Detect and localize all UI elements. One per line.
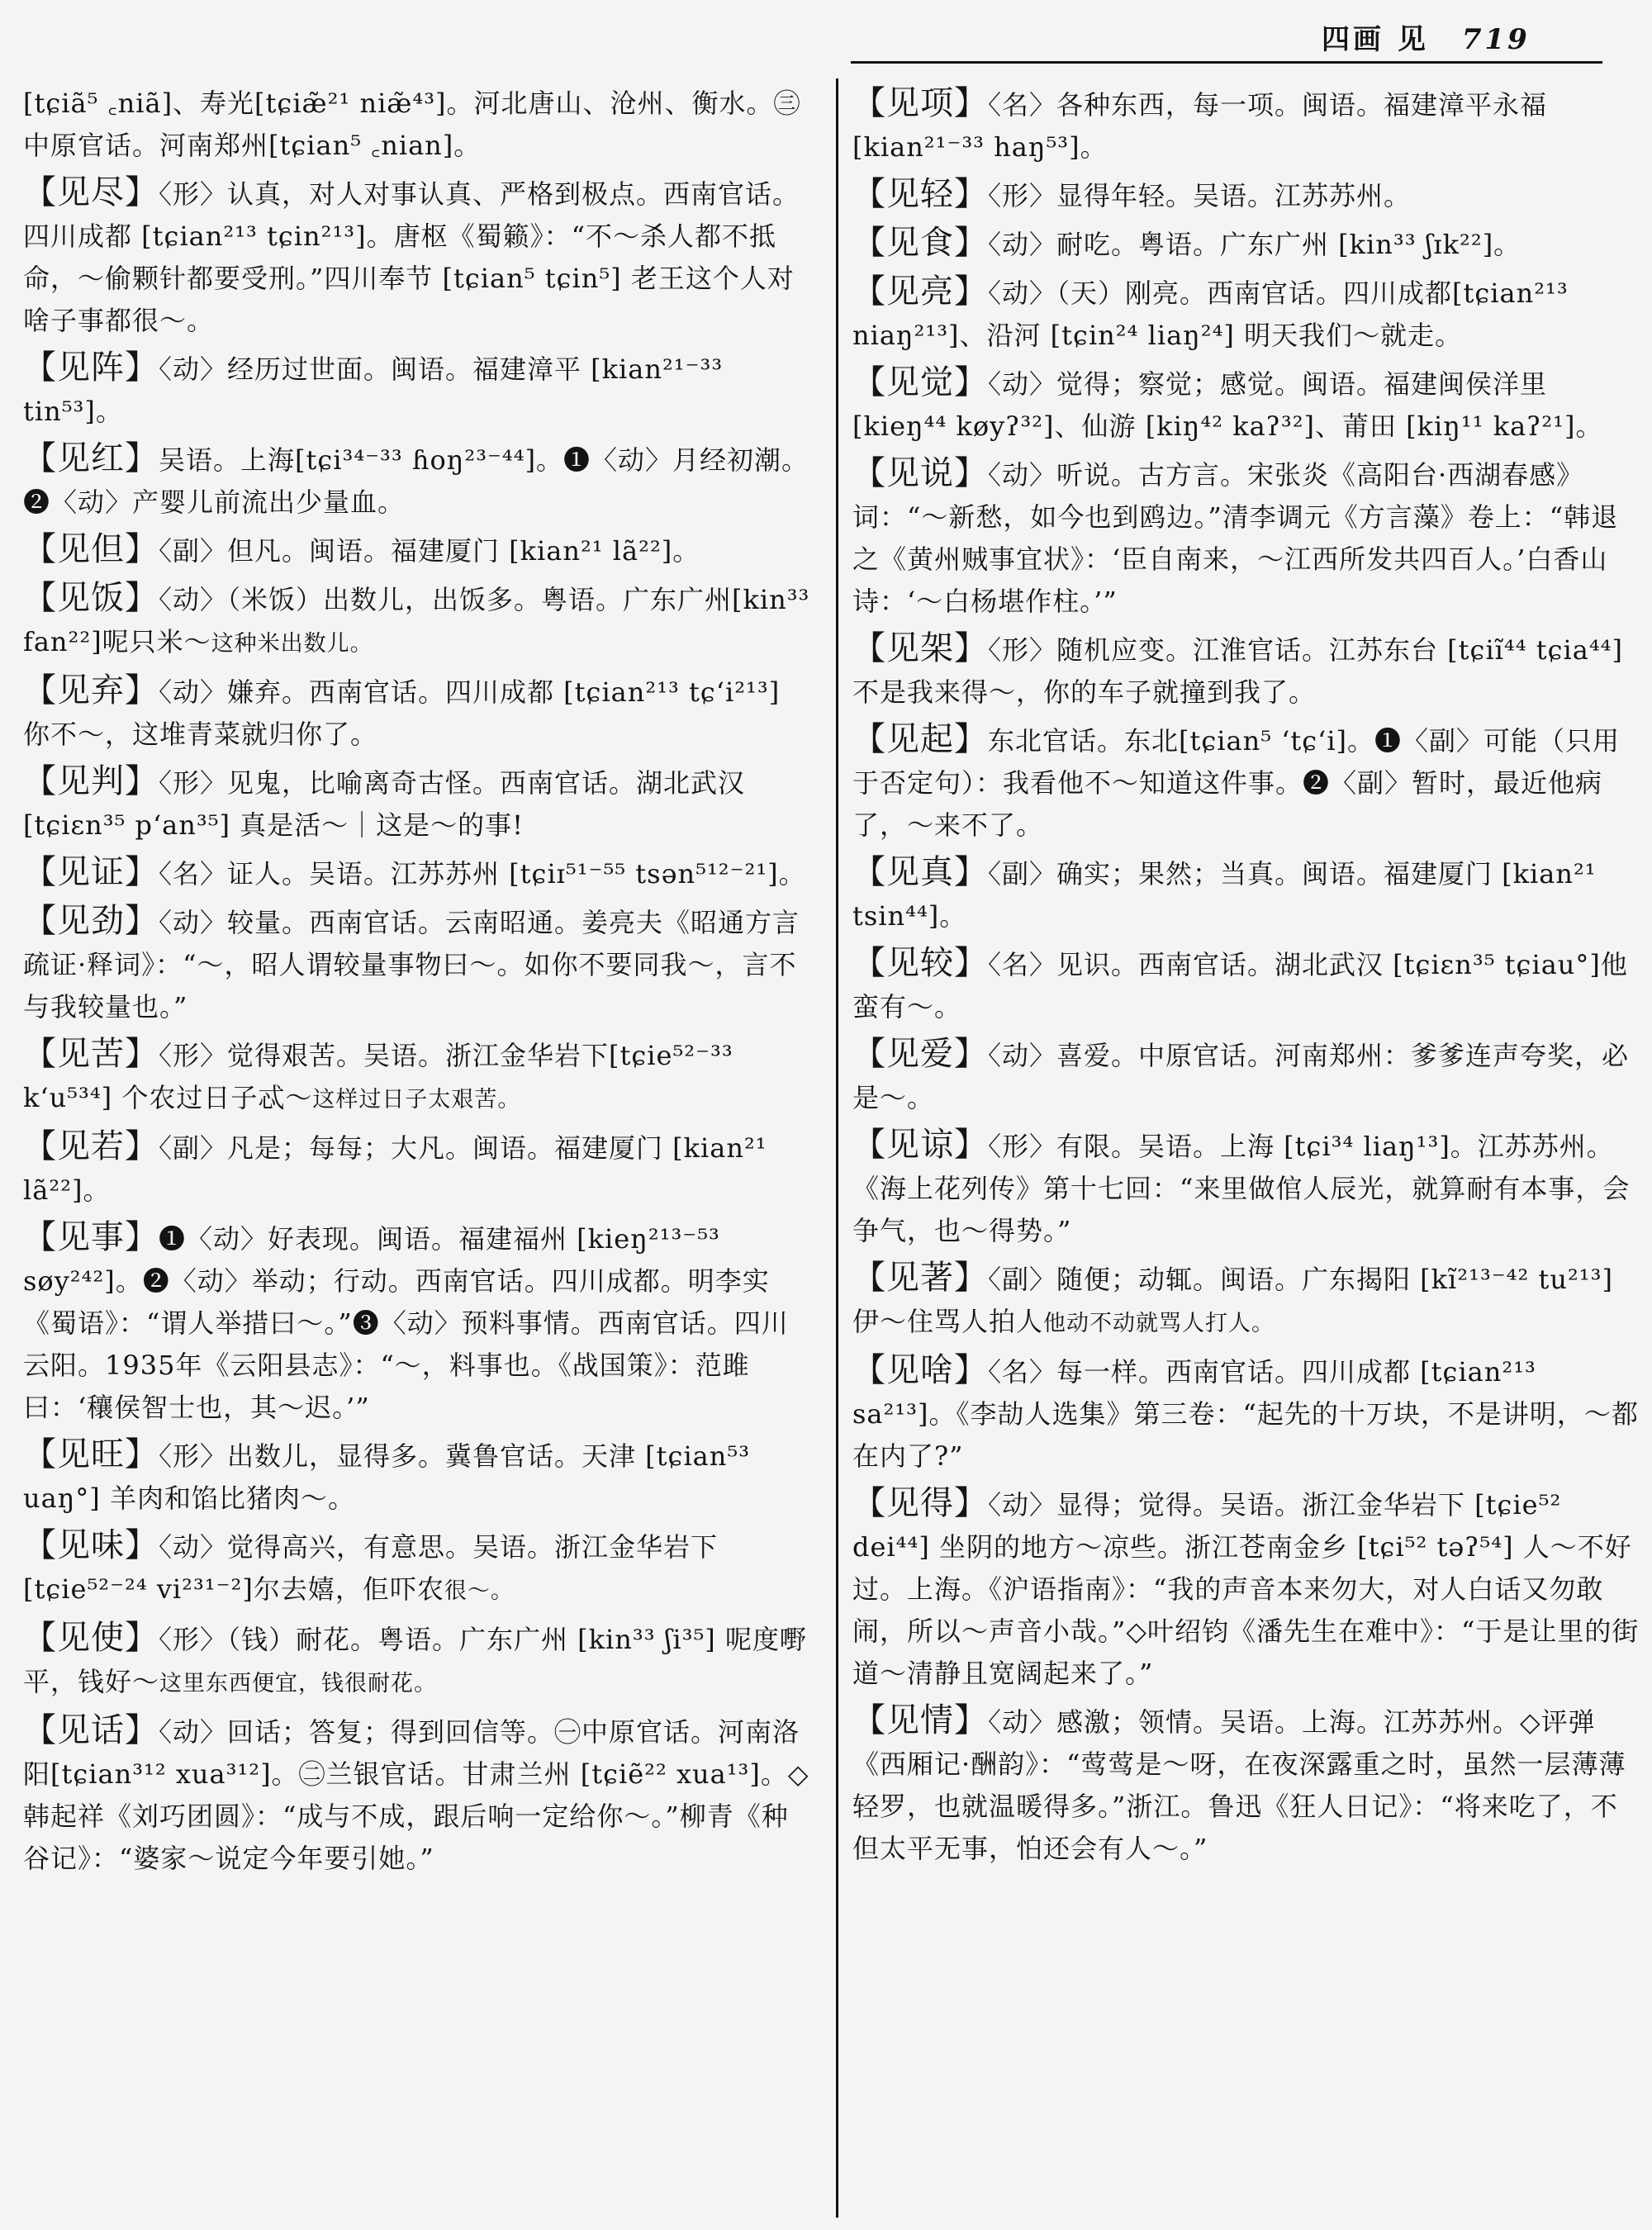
entry-definition: 〈动〉显得；觉得。吴语。浙江金华岩下 [tɕie⁵² dei⁴⁴] 坐阴的地方～凉些。浙江苍南金乡 [tɕi⁵² təʔ⁵⁴] 人～不好过。上海。《沪语指南》：“我的声音本来勿大，对人白话又勿敢闹，所以～声音小哉。”◇叶绍钧《潘先生在难中》：“于是让里的街道～清静且宽阔起来了。”	[852, 1489, 1640, 1689]
dictionary-entry	[23, 1033, 812, 1121]
entry-definition: 〈名〉证人。吴语。江苏苏州 [tɕiɪ⁵¹⁻⁵⁵ tsən⁵¹²⁻²¹]。	[159, 858, 806, 890]
dictionary-entry	[23, 1525, 812, 1612]
entry-definition: 吴语。上海[tɕi³⁴⁻³³ ɦoŋ²³⁻⁴⁴]。❶〈动〉月经初潮。❷〈动〉产婴儿前流出少量血。	[23, 444, 809, 518]
entry-headword: 【见轻】	[852, 175, 988, 213]
entry-definition: 〈动〉（米饭）出数儿，出饭多。粤语。广东广州[kin³³ fan²²]呢只米～	[23, 584, 810, 657]
entry-headword: 【见事】	[23, 1218, 159, 1256]
dictionary-entry	[852, 1700, 1641, 1870]
entry-definition: 〈形〉认真，对人对事认真、严格到极点。西南官话。四川成都 [tɕian²¹³ tɕin²¹³]。唐枢《蜀籁》：“不～杀人都不抵命，～偷颗针都要受刑。”四川奉节 [tɕian⁵ tɕin⁵] 老王这个人对啥子事都很～。	[23, 178, 800, 336]
entry-definition: 〈动〉耐吃。粤语。广东广州 [kin³³ ʃɪk²²]。	[988, 229, 1521, 260]
entry-definition: 〈副〉确实；果然；当真。闽语。福建厦门 [kian²¹ tsin⁴⁴]。	[852, 858, 1597, 932]
entry-headword: 【见爱】	[852, 1035, 988, 1073]
dictionary-entry	[852, 1124, 1641, 1252]
dictionary-entry	[852, 1483, 1641, 1695]
entry-headword: 【见亮】	[852, 273, 988, 311]
entry-definition: 〈动〉（天）刚亮。西南官话。四川成都[tɕian²¹³ niaŋ²¹³]、沿河 [tɕin²⁴ liaŋ²⁴] 明天我们～就走。	[852, 278, 1569, 351]
dictionary-entry	[852, 719, 1641, 847]
dictionary-entry	[23, 761, 812, 847]
dictionary-entry	[23, 577, 812, 665]
dictionary-entry	[23, 172, 812, 342]
section-label: 四画 见	[1322, 23, 1429, 56]
dictionary-entry	[852, 1033, 1641, 1119]
dictionary-entry	[23, 83, 812, 167]
entry-headword: 【见真】	[852, 853, 988, 891]
entry-headword: 【见食】	[852, 224, 988, 262]
entry-definition: 〈副〉凡是；每每；大凡。闽语。福建厦门 [kian²¹ lã²²]。	[23, 1132, 767, 1206]
entry-definition: 〈形〉觉得艰苦。吴语。浙江金华岩下[tɕie⁵²⁻³³ kʻu⁵³⁴] 个农过日子忒～	[23, 1040, 733, 1113]
dictionary-entry	[23, 347, 812, 433]
entry-definition: 〈形〉出数儿，显得多。冀鲁官话。天津 [tɕian⁵³ uaŋ°] 羊肉和馅比猪肉～。	[23, 1440, 751, 1514]
entry-gloss: 这样过日子太艰苦。	[312, 1087, 521, 1113]
entry-definition: 〈名〉每一样。西南官话。四川成都 [tɕian²¹³ sa²¹³]。《李劼人选集》第三卷：“起先的十万块，不是讲明，～都在内了?”	[852, 1356, 1639, 1472]
running-head	[1322, 17, 1531, 57]
entry-headword: 【见话】	[23, 1711, 159, 1749]
dictionary-entry	[852, 173, 1641, 217]
entry-headword: 【见但】	[23, 530, 159, 568]
entry-definition: 〈形〉随机应变。江淮官话。江苏东台 [tɕiĩ⁴⁴ tɕia⁴⁴]不是我来得～，你的车子就撞到我了。	[852, 634, 1623, 708]
dictionary-entry	[23, 1617, 812, 1705]
page-number: 719	[1461, 23, 1531, 56]
entry-gloss: 他动不动就骂人打人。	[1043, 1311, 1275, 1336]
entry-headword: 【见证】	[23, 853, 159, 891]
column-divider	[836, 78, 838, 2218]
dictionary-entry	[23, 1126, 812, 1212]
dictionary-entry	[852, 1257, 1641, 1345]
entry-definition: 〈名〉各种东西，每一项。闽语。福建漳平永福 [kian²¹⁻³³ haŋ⁵³]。	[852, 89, 1548, 163]
entry-definition: 〈动〉喜爱。中原官话。河南郑州：爹爹连声夸奖，必是～。	[852, 1040, 1630, 1113]
dictionary-entry	[852, 83, 1641, 168]
entry-headword: 【见啥】	[852, 1351, 988, 1389]
entry-definition: 〈形〉显得年轻。吴语。江苏苏州。	[988, 180, 1412, 211]
entry-definition: 〈动〉较量。西南官话。云南昭通。姜亮夫《昭通方言疏证·释词》：“～，昭人谓较量事物曰～。如你不要同我～，言不与我较量也。”	[23, 907, 800, 1022]
right-column	[852, 83, 1641, 1875]
entry-definition: 东北官话。东北[tɕian⁵ ʻtɕʻi]。❶〈副〉可能（只用于否定句）：我看他不～知道这件事。❷〈副〉暂时，最近他病了，～来不了。	[852, 725, 1621, 841]
dictionary-entry	[23, 438, 812, 524]
entry-headword: 【见觉】	[852, 363, 988, 401]
entry-gloss: 这里东西便宜，钱很耐花。	[159, 1671, 438, 1696]
dictionary-entry	[852, 942, 1641, 1028]
entry-definition: 〈形〉有限。吴语。上海 [tɕi³⁴ liaŋ¹³]。江苏苏州。《海上花列传》第十七回：“来里做倌人辰光，就算耐有本事，会争气，也～得势。”	[852, 1131, 1631, 1246]
dictionary-entry	[852, 453, 1641, 623]
entry-headword: 【见项】	[852, 84, 988, 122]
entry-headword: 【见尽】	[23, 173, 159, 211]
entry-definition: 〈形〉（钱）耐花。粤语。广东广州 [kin³³ ʃi³⁵] 呢度嘢平，钱好～	[23, 1624, 807, 1697]
entry-headword: 【见旺】	[23, 1435, 159, 1473]
entry-headword: 【见劲】	[23, 902, 159, 940]
entry-headword: 【见说】	[852, 454, 988, 492]
entry-headword: 【见起】	[852, 720, 988, 758]
dictionary-entry	[852, 852, 1641, 937]
entry-headword: 【见饭】	[23, 579, 159, 617]
dictionary-entry	[852, 362, 1641, 448]
entry-headword: 【见若】	[23, 1127, 159, 1165]
dictionary-entry	[23, 1434, 812, 1520]
entry-headword: 【见架】	[852, 629, 988, 667]
left-column	[23, 83, 812, 1885]
entry-definition: 〈副〉随便；动辄。闽语。广东揭阳 [kĩ²¹³⁻⁴² tu²¹³] 伊～住骂人拍人	[852, 1264, 1613, 1337]
entry-definition: 〈名〉见识。西南官话。湖北武汉 [tɕiɛn³⁵ tɕiau°]他蛮有～。	[852, 949, 1628, 1022]
entry-headword: 【见谅】	[852, 1126, 988, 1164]
entry-definition: 〈动〉回话；答复；得到回信等。㊀中原官话。河南洛阳[tɕian³¹² xua³¹²]。㊁兰银官话。甘肃兰州 [tɕiẽ²² xua¹³]。◇韩起祥《刘巧团圆》：“成与不成，跟后响一定给你～。”柳青《种谷记》：“婆家～说定今年要引她。”	[23, 1716, 809, 1874]
header-rule	[851, 61, 1602, 64]
entry-gloss: 这种米出数儿。	[211, 631, 373, 657]
entry-headword: 【见苦】	[23, 1035, 159, 1073]
entry-headword: 【见红】	[23, 439, 159, 477]
dictionary-entry	[852, 1350, 1641, 1478]
entry-definition: [tɕiã⁵ ꜀niã]、寿光[tɕiæ̃²¹ niæ̃⁴³]。河北唐山、沧州、衡水。㊂中原官话。河南郑州[tɕian⁵ ꜀nian]。	[23, 88, 801, 161]
entry-definition: 〈动〉嫌弃。西南官话。四川成都 [tɕian²¹³ tɕʻi²¹³] 你不～，这堆青菜就归你了。	[23, 676, 781, 750]
entry-definition: 〈动〉觉得高兴，有意思。吴语。浙江金华岩下[tɕie⁵²⁻²⁴ vi²³¹⁻²]尔去嬉，佢吓农	[23, 1531, 719, 1605]
dictionary-entry	[23, 529, 812, 572]
dictionary-entry	[23, 1217, 812, 1429]
entry-headword: 【见阵】	[23, 349, 159, 387]
entry-headword: 【见得】	[852, 1484, 988, 1522]
dictionary-entry	[852, 628, 1641, 714]
entry-definition: 〈动〉感激；领情。吴语。上海。江苏苏州。◇评弹《西厢记·酬韵》：“莺莺是～呀，在夜深露重之时，虽然一层薄薄轻罗，也就温暖得多。”浙江。鲁迅《狂人日记》：“将来吃了，不但太平无事，怕还会有人～。”	[852, 1706, 1626, 1864]
entry-definition: ❶〈动〉好表现。闽语。福建福州 [kieŋ²¹³⁻⁵³ søy²⁴²]。❷〈动〉举动；行动。西南官话。四川成都。明李实《蜀语》：“谓人举措曰～。”❸〈动〉预料事情。西南官话。四川云阳。1935年《云阳县志》：“～，料事也。《战国策》：范雎曰：‘穰侯智士也，其～迟。’”	[23, 1223, 789, 1423]
dictionary-entry	[23, 900, 812, 1028]
entry-definition: 〈副〉但凡。闽语。福建厦门 [kian²¹ lã²²]。	[159, 535, 700, 567]
entry-headword: 【见情】	[852, 1701, 988, 1739]
entry-gloss: 很～。	[444, 1578, 514, 1604]
entry-headword: 【见较】	[852, 944, 988, 982]
entry-definition: 〈形〉见鬼，比喻离奇古怪。西南官话。湖北武汉[tɕiɛn³⁵ pʻan³⁵] 真是活～｜这是～的事!	[23, 767, 746, 841]
entry-definition: 〈动〉觉得；察觉；感觉。闽语。福建闽侯洋里 [kieŋ⁴⁴ køyʔ³²]、仙游 [kiŋ⁴² kaʔ³²]、莆田 [kiŋ¹¹ kaʔ²¹]。	[852, 368, 1603, 442]
dictionary-entry	[852, 222, 1641, 266]
entry-headword: 【见著】	[852, 1259, 988, 1297]
entry-headword: 【见判】	[23, 762, 159, 800]
entry-definition: 〈动〉经历过世面。闽语。福建漳平 [kian²¹⁻³³ tin⁵³]。	[23, 353, 724, 427]
entry-headword: 【见弃】	[23, 671, 159, 709]
dictionary-entry	[852, 271, 1641, 357]
dictionary-entry	[23, 1710, 812, 1880]
entry-definition: 〈动〉听说。古方言。宋张炎《高阳台·西湖春感》词：“～新愁，如今也到鸥边。”清李调元《方言藻》卷上：“韩退之《黄州贼事宜状》：‘臣自南来，～江西所发共四百人。’白香山诗：‘～白杨堪作柱。’”	[852, 459, 1619, 617]
entry-headword: 【见使】	[23, 1619, 159, 1657]
dictionary-entry	[23, 852, 812, 895]
entry-headword: 【见味】	[23, 1526, 159, 1564]
dictionary-entry	[23, 670, 812, 756]
